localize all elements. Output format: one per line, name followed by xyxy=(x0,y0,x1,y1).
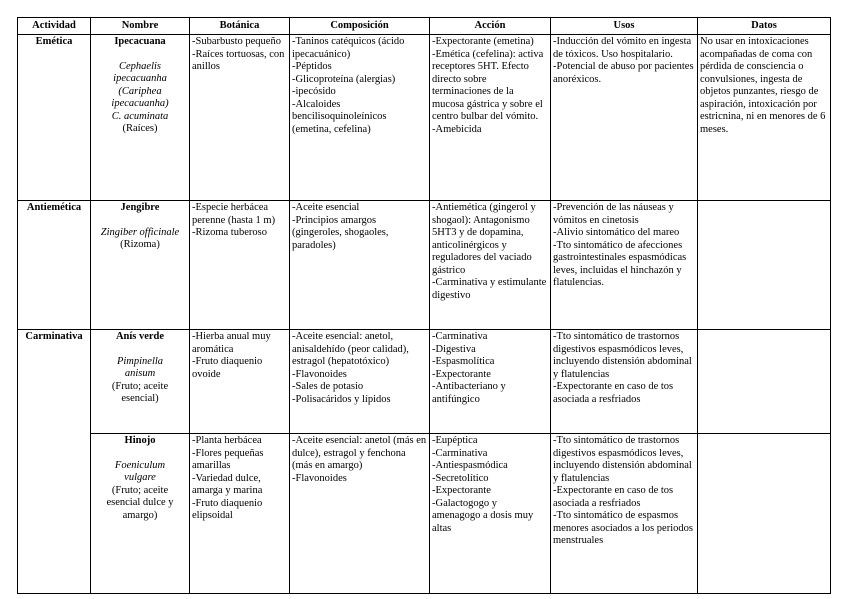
nombre-cell xyxy=(91,434,190,594)
composicion-line: -Aceite esencial: anetol, anisaldehído (peor calidad), estragol (hepatotóxico) xyxy=(292,331,409,367)
actividad-cell: Carminativa xyxy=(18,330,91,594)
accion-line: -Carminativa xyxy=(432,447,488,459)
botanica-cell xyxy=(190,434,290,594)
plant-name: Ipecacuana xyxy=(114,36,166,47)
botanica-line: -Variedad dulce, amarga y marina xyxy=(192,472,263,496)
accion-cell xyxy=(430,434,551,594)
botanica-cell xyxy=(190,330,290,434)
plant-part: esencial dulce y xyxy=(106,497,174,508)
botanica-line: -Subarbusto pequeño xyxy=(192,36,281,47)
composicion-line: -Taninos catéquicos (ácido ipecacuánico) xyxy=(292,36,405,60)
plants-table xyxy=(17,17,831,594)
col-header-actividad: Actividad xyxy=(18,18,91,35)
accion-line: -Antiespasmódica xyxy=(432,460,508,471)
botanica-line: -Fruto diaquenio ovoide xyxy=(192,356,263,380)
datos-cell xyxy=(698,201,831,330)
table-row xyxy=(18,201,831,330)
composicion-line: -ipecósido xyxy=(292,86,336,97)
usos-line: -Expectorante en caso de tos asociada a resfriados xyxy=(553,381,674,405)
plant-part: esencial) xyxy=(121,393,159,404)
composicion-cell xyxy=(290,330,430,434)
botanica-line: -Fruto diaquenio elipsoidal xyxy=(192,497,263,521)
plant-part: (Raíces) xyxy=(122,123,158,134)
usos-cell xyxy=(551,201,698,330)
scientific-name: ipecacuanha xyxy=(113,73,167,84)
botanica-cell xyxy=(190,35,290,201)
composicion-cell xyxy=(290,434,430,594)
accion-line: -Antiemética (gingerol y shogaol): Antagonismo 5HT3 y de dopamina, anticolinérgicos y reguladores del vaciado gástrico xyxy=(432,202,536,276)
accion-line: -Emética (cefelina): activa receptores 5HT. Efecto directo sobre terminaciones de la mucosa gástrica y sobre el centro bulbar del vómito. xyxy=(432,48,544,122)
botanica-line: -Rizoma tuberoso xyxy=(192,227,267,238)
botanica-line: -Hierba anual muy aromática xyxy=(192,331,271,355)
plant-name: Hinojo xyxy=(124,435,156,446)
datos-cell xyxy=(698,330,831,434)
composicion-line: -Polisacáridos y lípidos xyxy=(292,393,391,405)
accion-line: -Expectorante xyxy=(432,368,491,380)
table-row xyxy=(18,330,831,434)
usos-cell xyxy=(551,434,698,594)
accion-line: -Espasmolítica xyxy=(432,356,495,367)
usos-line: -Tto sintomático de afecciones gastrointestinales espasmódicas leves, incluidas el hinchazón y flatulencias. xyxy=(553,239,687,288)
col-header-composicion: Composición xyxy=(290,18,430,35)
usos-cell xyxy=(551,35,698,201)
actividad-cell: Emética xyxy=(18,35,91,201)
usos-line: -Potencial de abuso por pacientes anoréxicos. xyxy=(553,61,694,85)
plant-part: (Fruto; aceite xyxy=(111,380,169,392)
composicion-line: -Sales de potasio xyxy=(292,381,364,392)
nombre-cell xyxy=(91,330,190,434)
accion-line: -Secretolítico xyxy=(432,472,489,484)
usos-line: -Alivio sintomático del mareo xyxy=(553,227,680,238)
datos-cell xyxy=(698,434,831,594)
composicion-line: -Glicoproteína (alergias) xyxy=(292,73,396,85)
table-row xyxy=(18,35,831,201)
usos-line: -Expectorante en caso de tos asociada a resfriados xyxy=(553,485,674,509)
plant-part: (Fruto; aceite xyxy=(111,484,169,496)
col-header-botanica: Botánica xyxy=(190,18,290,35)
datos-line: No usar en intoxicaciones acompañadas de coma con pérdida de consciencia o convulsiones, ingesta de objetos punzantes, riesgo de aspiración, intoxicación por estricnina, ni en menores de 6 meses. xyxy=(700,36,826,135)
accion-line: -Antibacteriano y antifúngico xyxy=(432,381,506,405)
col-header-usos: Usos xyxy=(551,18,698,35)
composicion-line: -Péptidos xyxy=(292,61,332,72)
botanica-cell xyxy=(190,201,290,330)
table-row xyxy=(18,434,831,594)
usos-line: -Tto sintomático de trastornos digestivos espasmódicos leves, incluyendo distensión abdominal y flatulencias xyxy=(553,331,692,380)
accion-line: -Expectorante (emetina) xyxy=(432,36,534,47)
botanica-line: -Flores pequeñas amarillas xyxy=(192,447,264,471)
actividad-cell: Antiemética xyxy=(18,201,91,330)
col-header-nombre: Nombre xyxy=(91,18,190,35)
accion-line: -Galactogogo y amenagogo a dosis muy altas xyxy=(432,497,534,534)
accion-line: -Carminativa xyxy=(432,331,488,342)
usos-cell xyxy=(551,330,698,434)
scientific-name: Cephaelis xyxy=(119,60,161,72)
composicion-line: -Flavonoides xyxy=(292,368,347,380)
accion-line: -Expectorante xyxy=(432,485,491,496)
scientific-name: Pimpinella xyxy=(116,355,164,367)
scientific-name: C. acuminata xyxy=(111,110,169,122)
scientific-name: vulgare xyxy=(124,472,156,483)
col-header-datos: Datos xyxy=(698,18,831,35)
botanica-line: -Especie herbácea perenne (hasta 1 m) xyxy=(192,202,276,226)
plant-part: amargo) xyxy=(122,509,158,521)
col-header-accion: Acción xyxy=(430,18,551,35)
composicion-line: -Alcaloides bencilisoquinoleínicos (emetina, cefelina) xyxy=(292,98,387,135)
scientific-name: ipecacuanha) xyxy=(111,98,169,109)
scientific-name: (Cariphea xyxy=(118,85,162,97)
header-row xyxy=(18,18,831,35)
composicion-cell xyxy=(290,201,430,330)
datos-cell xyxy=(698,35,831,201)
plant-name: Jengibre xyxy=(120,202,160,213)
usos-line: -Tto sintomático de trastornos digestivos espasmódicos leves, incluyendo distensión abdominal y flatulencias xyxy=(553,435,692,484)
scientific-name: anisum xyxy=(124,368,156,379)
usos-line: -Tto sintomático de espasmos menores asociados a los periodos menstruales xyxy=(553,510,693,546)
accion-line: -Amebicida xyxy=(432,123,482,135)
nombre-cell xyxy=(91,201,190,330)
accion-cell xyxy=(430,201,551,330)
accion-cell xyxy=(430,330,551,434)
botanica-line: -Raíces tortuosas, con anillos xyxy=(192,48,285,72)
scientific-name: Zingiber officinale xyxy=(100,226,180,238)
scientific-name: Foeniculum xyxy=(114,459,166,471)
plant-name: Anís verde xyxy=(115,331,165,342)
usos-line: -Prevención de las náuseas y vómitos en cinetosis xyxy=(553,202,674,226)
accion-line: -Digestiva xyxy=(432,343,476,355)
usos-line: -Inducción del vómito en ingesta de tóxicos. Uso hospitalario. xyxy=(553,36,692,60)
composicion-line: -Aceite esencial: anetol (más en dulce), estragol y fenchona (más en amargo) xyxy=(292,435,427,471)
composicion-line: -Aceite esencial xyxy=(292,202,360,213)
accion-line: -Carminativa y estimulante digestivo xyxy=(432,277,547,301)
plant-part: (Rizoma) xyxy=(120,239,160,250)
botanica-line: -Planta herbácea xyxy=(192,435,262,446)
accion-cell xyxy=(430,35,551,201)
composicion-line: -Flavonoides xyxy=(292,472,347,484)
composicion-line: -Principios amargos (gingeroles, shogaoles, paradoles) xyxy=(292,214,389,251)
composicion-cell xyxy=(290,35,430,201)
nombre-cell xyxy=(91,35,190,201)
accion-line: -Eupéptica xyxy=(432,435,478,446)
